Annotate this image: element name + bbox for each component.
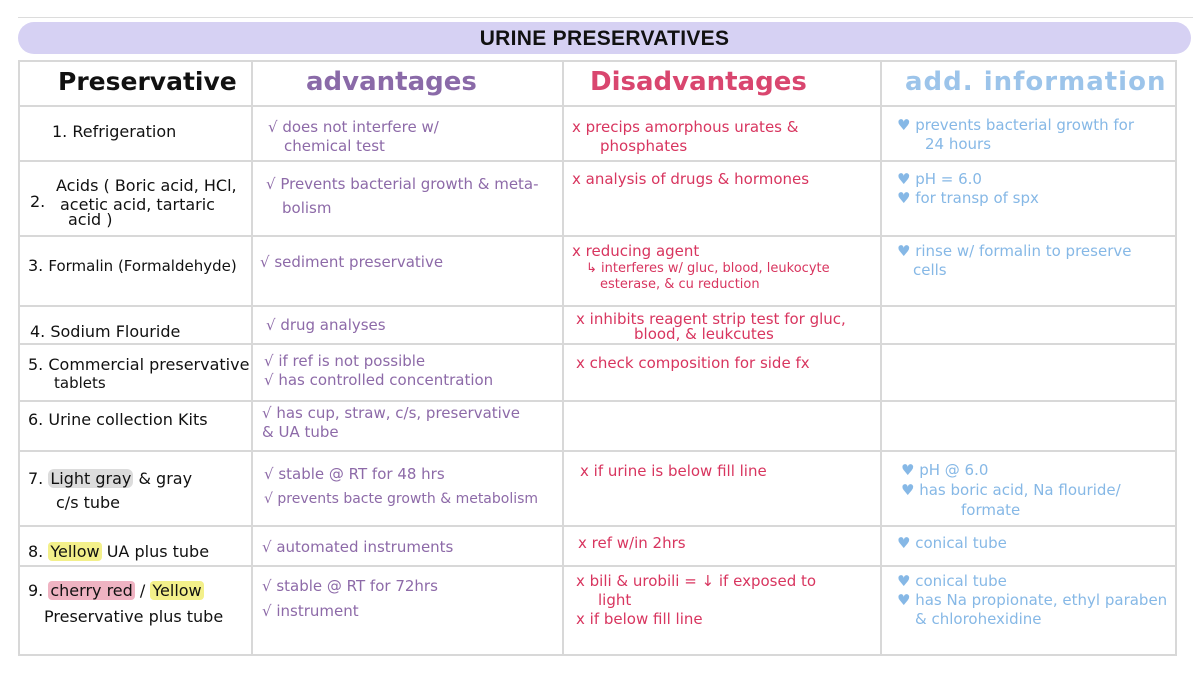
advantage-line: √ instrument [262, 602, 359, 620]
row-number: 3. [28, 256, 44, 275]
row-3-preservative [28, 256, 237, 276]
row-divider [18, 235, 1177, 237]
row-4-disadvantages [576, 312, 846, 342]
preservative-name-line [28, 355, 249, 374]
info-line: & chlorohexidine [915, 610, 1042, 628]
row-divider [18, 400, 1177, 402]
advantage-line: √ automated instruments [262, 538, 454, 556]
preservative-name: Preservative plus tube [44, 607, 224, 626]
disadvantage-line: light [598, 591, 632, 609]
header-preservative: Preservative [58, 67, 237, 96]
row-divider [18, 654, 1177, 656]
advantage-line: √ sediment preservative [260, 253, 444, 271]
row-2-advantages [266, 172, 539, 220]
row-2-disadvantages [572, 170, 809, 189]
row-divider [18, 60, 1177, 62]
advantage-line: √ has controlled concentration [264, 371, 494, 389]
advantage-line: √ drug analyses [266, 316, 386, 334]
info-line: ♥ has boric acid, Na flouride/ [901, 481, 1121, 499]
row-1-preservative [52, 122, 176, 141]
preservative-name-line [28, 467, 192, 491]
row-7-advantages [264, 462, 538, 512]
info-line: ♥ rinse w/ formalin to preserve [897, 242, 1132, 260]
info-line: ♥ pH = 6.0 [897, 170, 982, 188]
row-3-advantages [260, 253, 443, 272]
row-1-disadvantages [572, 118, 798, 156]
advantage-line: √ if ref is not possible [264, 352, 426, 370]
preservative-name: Urine collection Kits [48, 410, 208, 429]
preservative-name: Commercial preservative [48, 355, 250, 374]
highlighted-tube-color: Yellow [50, 542, 100, 561]
info-line: ♥ has Na propionate, ethyl paraben [897, 591, 1168, 609]
advantage-line: √ Prevents bacterial growth & meta- [266, 175, 539, 193]
row-2-number: 2. [30, 192, 46, 211]
info-line: ♥ for transp of spx [897, 189, 1039, 207]
row-number: 8. [28, 542, 44, 561]
page-title: URINE PRESERVATIVES [479, 27, 730, 50]
disadvantage-line: x precips amorphous urates & [572, 118, 799, 136]
highlighted-tube-color: Light gray [50, 469, 132, 488]
row-divider [18, 105, 1177, 107]
preservative-name: acetic acid, tartaric [60, 195, 215, 214]
row-7-disadvantages [580, 462, 767, 481]
row-divider [18, 343, 1177, 345]
info-line: ♥ conical tube [897, 534, 1007, 552]
disadvantage-line: x bili & urobili = ↓ if exposed to [576, 572, 817, 590]
advantage-line: √ stable @ RT for 48 hrs [264, 465, 445, 483]
disadvantage-line: blood, & leukcutes [634, 325, 774, 343]
row-9-additional [897, 572, 1167, 629]
advantage-line: √ has cup, straw, c/s, preservative [262, 404, 520, 422]
preservative-name: UA plus tube [106, 542, 210, 561]
advantage-line: √ stable @ RT for 72hrs [262, 577, 438, 595]
preservative-name: tablets [54, 374, 106, 392]
row-number: 7. [28, 469, 44, 488]
row-3-disadvantages [572, 242, 830, 293]
row-2-additional [897, 170, 1039, 208]
row-5-disadvantages [576, 354, 810, 373]
header-advantages: advantages [306, 67, 477, 97]
row-6-preservative [28, 410, 208, 429]
row-8-advantages [262, 538, 453, 557]
info-line: ♥ conical tube [897, 572, 1007, 590]
row-number: 9. [28, 581, 44, 600]
preservative-name: Refrigeration [72, 122, 177, 141]
advantage-line: √ prevents bacte growth & metabolism [264, 491, 539, 507]
preservative-name: Sodium Flouride [50, 322, 181, 341]
disadvantage-line: x reducing agent [572, 242, 700, 260]
name-separator: / [139, 581, 146, 600]
disadvantage-line: ↳ interferes w/ gluc, blood, leukocyte [586, 261, 830, 276]
info-line: ♥ prevents bacterial growth for [897, 116, 1134, 134]
disadvantage-line: x check composition for side fx [576, 354, 810, 372]
row-4-advantages [266, 316, 386, 335]
info-line: 24 hours [925, 135, 992, 153]
row-number: 6. [28, 410, 44, 429]
disadvantage-line: phosphates [600, 137, 688, 155]
row-divider [18, 565, 1177, 567]
disadvantage-line: x if urine is below fill line [580, 462, 767, 480]
advantage-line: chemical test [284, 137, 385, 155]
row-5-advantages [264, 352, 493, 390]
row-divider [18, 305, 1177, 307]
row-8-additional [897, 534, 1007, 553]
row-2-preservative [56, 176, 237, 229]
preservative-name: Acids ( Boric acid, HCl, [56, 176, 237, 195]
disadvantage-line: x analysis of drugs & hormones [572, 170, 810, 188]
row-4-preservative [30, 322, 180, 341]
preservative-name: & gray [138, 469, 193, 488]
row-9-disadvantages [576, 572, 816, 629]
info-line: cells [913, 261, 947, 279]
row-number: 1. [52, 122, 68, 141]
disadvantage-line: x inhibits reagent strip test for gluc, [576, 310, 846, 328]
row-divider [18, 525, 1177, 527]
highlighted-tube-color: cherry red [50, 581, 133, 600]
row-1-additional [897, 116, 1134, 154]
row-5-preservative [28, 355, 249, 393]
row-7-preservative [28, 467, 192, 515]
row-7-additional [901, 460, 1121, 520]
info-line: ♥ pH @ 6.0 [901, 461, 989, 479]
advantage-line: & UA tube [262, 423, 339, 441]
row-number: 4. [30, 322, 46, 341]
preservative-name: c/s tube [56, 493, 121, 512]
row-9-preservative [28, 578, 223, 630]
row-6-advantages [262, 404, 520, 442]
top-rule [18, 17, 1193, 18]
advantage-line: √ does not interfere w/ [268, 118, 439, 136]
row-1-advantages [268, 118, 439, 156]
highlighted-tube-color: Yellow [152, 581, 202, 600]
row-divider [18, 450, 1177, 452]
disadvantage-line: esterase, & cu reduction [600, 277, 760, 292]
preservative-name: acid ) [68, 210, 113, 229]
row-8-preservative [28, 542, 209, 561]
title-banner [18, 22, 1191, 54]
row-8-disadvantages [578, 534, 686, 553]
advantage-line: bolism [282, 199, 332, 217]
row-9-advantages [262, 574, 438, 624]
header-disadvantages: Disadvantages [590, 67, 807, 97]
preservative-name: Formalin (Formaldehyde) [48, 257, 237, 275]
row-divider [18, 160, 1177, 162]
preservative-name-line [28, 578, 223, 604]
disadvantage-line: x ref w/in 2hrs [578, 534, 686, 552]
row-number: 5. [28, 355, 44, 374]
disadvantage-line: x if below fill line [576, 610, 703, 628]
header-additional-info: add. information [905, 67, 1167, 97]
info-line: formate [961, 501, 1021, 519]
row-3-additional [897, 242, 1131, 280]
